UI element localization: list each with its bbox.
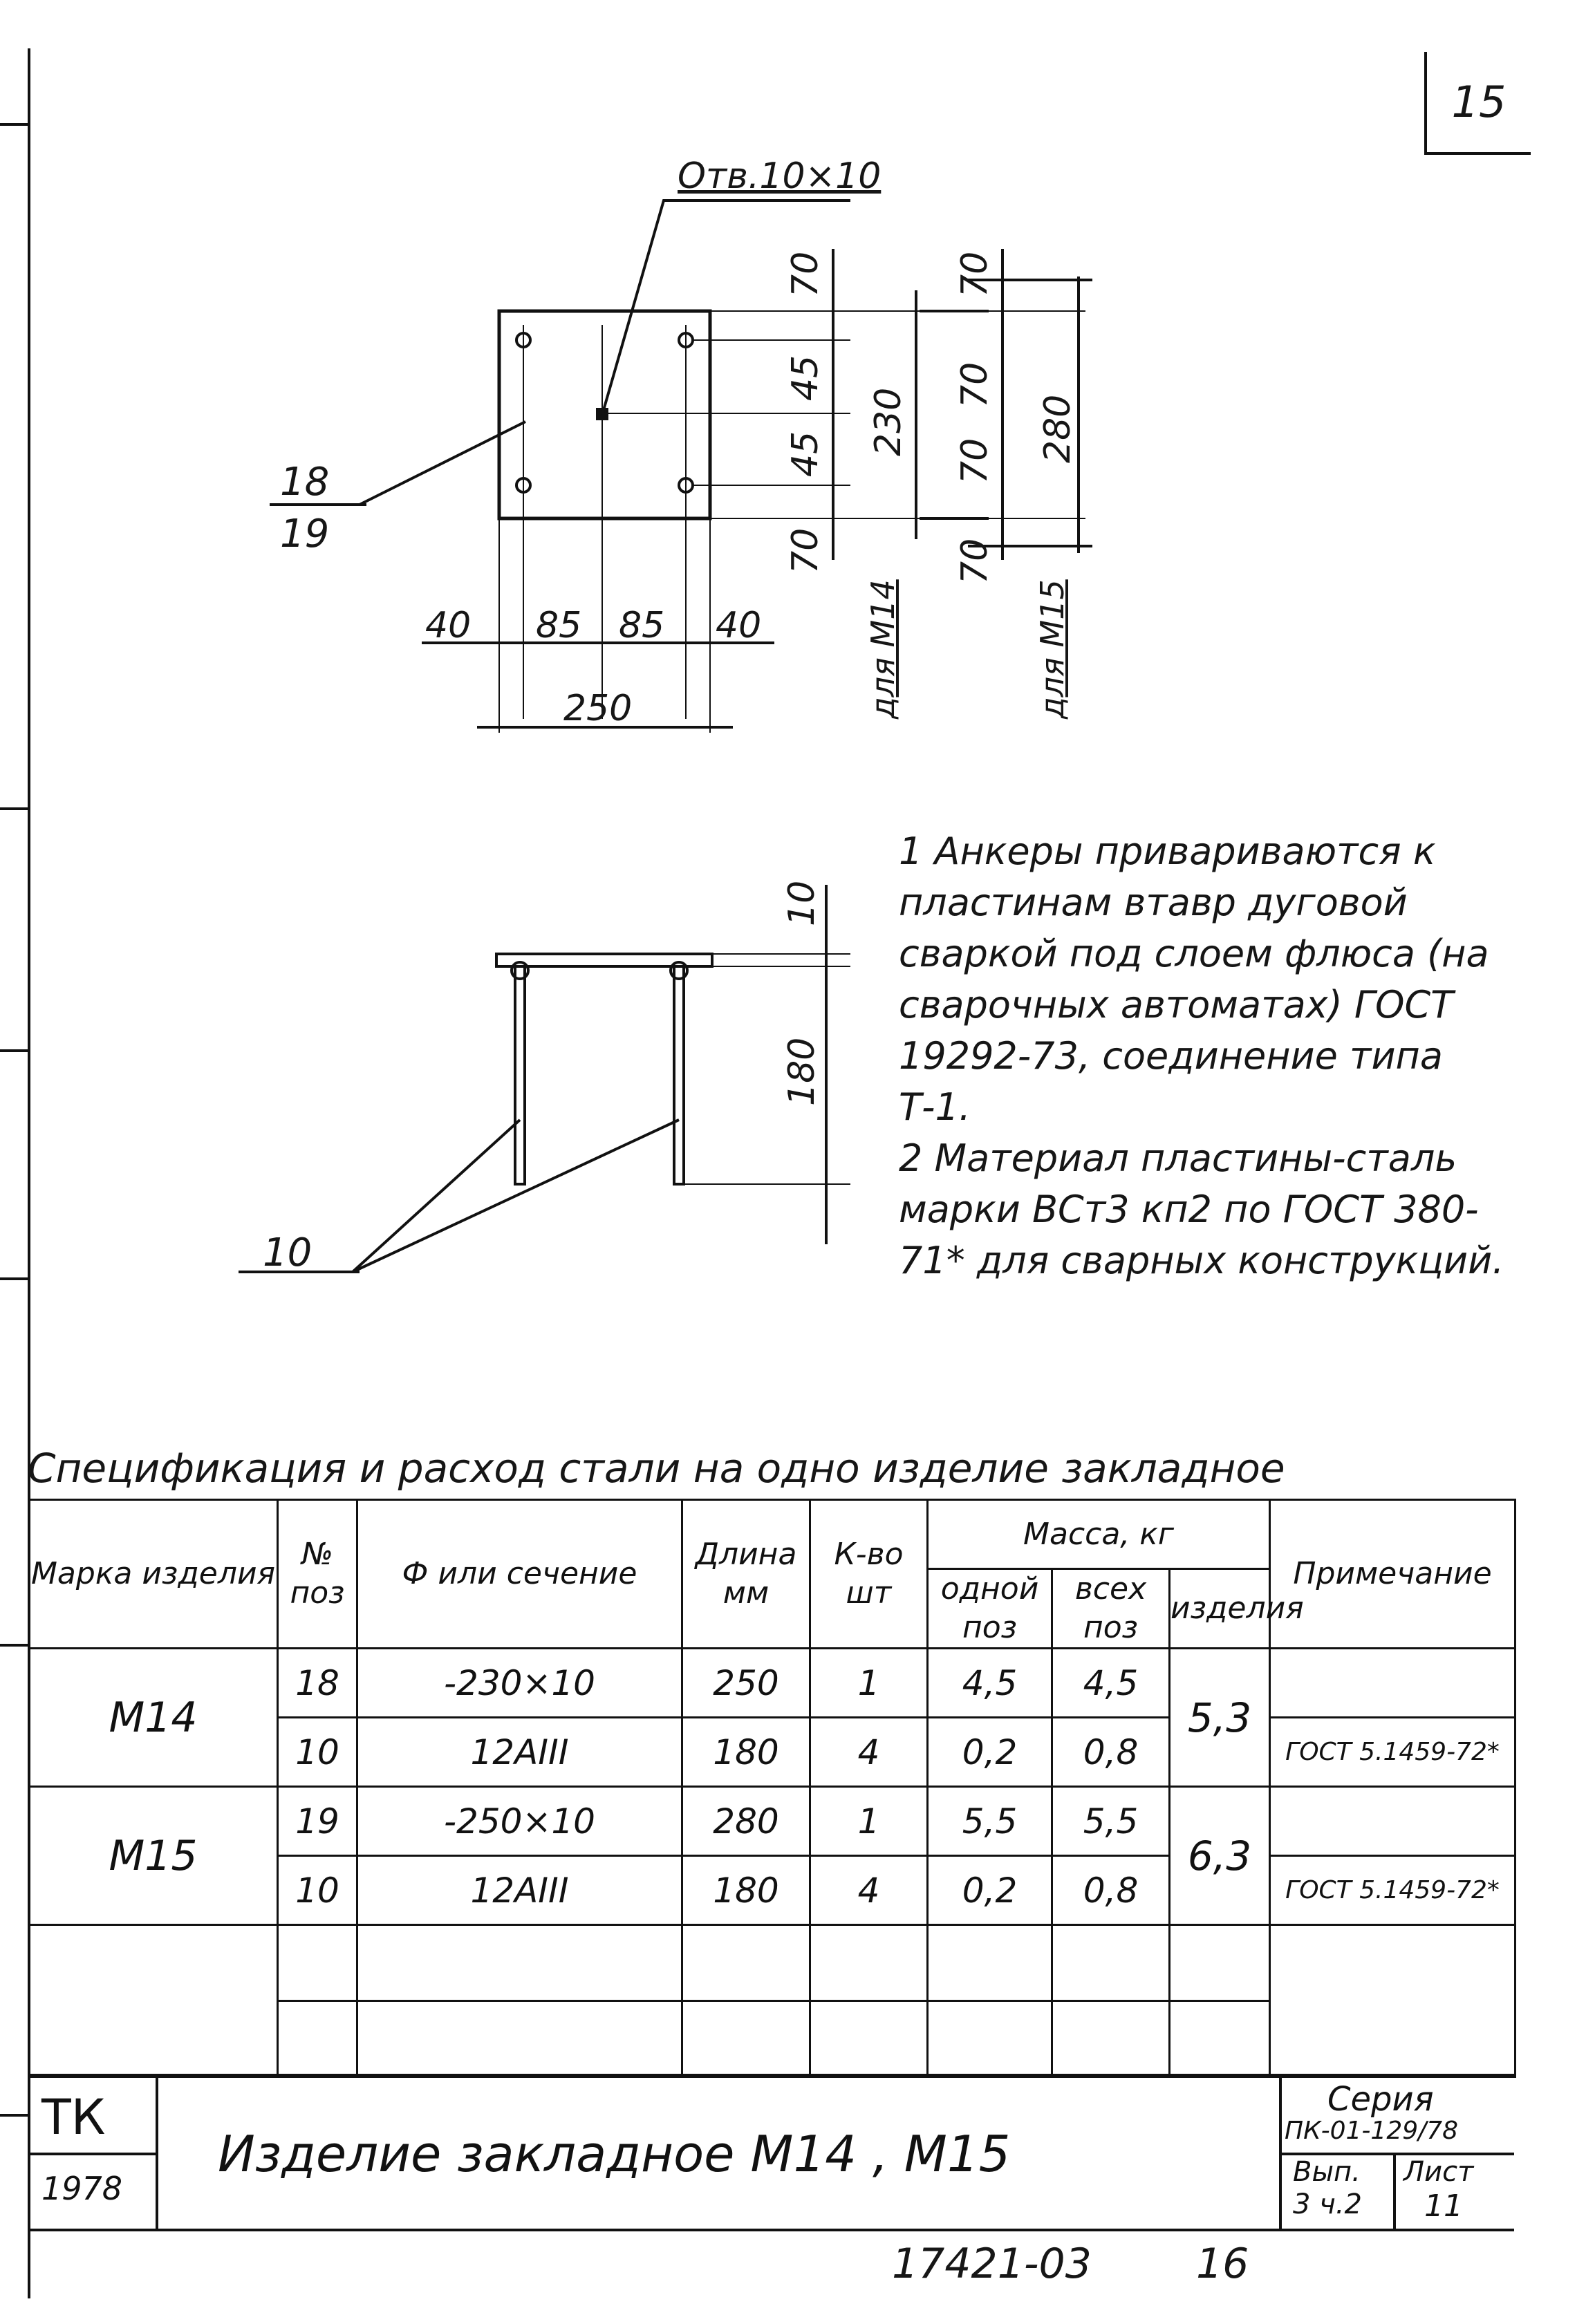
table-row: [29, 1925, 1515, 2001]
page-number: 15: [1424, 52, 1531, 155]
cell-mass-one: 0,2: [928, 1856, 1052, 1925]
sheet-label: Лист: [1403, 2156, 1474, 2188]
pos-bottom-label: 19: [280, 512, 330, 556]
cell-mass-all: 0,8: [1052, 1718, 1170, 1787]
cell-length: 180: [682, 1718, 810, 1787]
issue-number: 3 ч.2: [1293, 2189, 1362, 2220]
cell-mass-all: 5,5: [1052, 1787, 1170, 1856]
hdr-mass-one: одной поз: [928, 1569, 1052, 1649]
cell-length: 250: [682, 1649, 810, 1718]
anchor-bars: [512, 962, 687, 1184]
table-row: [29, 1649, 1515, 1718]
cell-length: 280: [682, 1787, 810, 1856]
cell-note: [1270, 1649, 1515, 1718]
hdr-note: Примечание: [1270, 1500, 1515, 1649]
cell-mass-one: 0,2: [928, 1718, 1052, 1787]
cell-pos: 10: [278, 1856, 357, 1925]
cell-mass-item: 6,3: [1170, 1787, 1270, 1925]
drawing-title: Изделие закладное М14 , М15: [218, 2125, 1011, 2183]
dim-m15-total: 280: [1037, 394, 1079, 463]
cell-qty: 4: [810, 1718, 928, 1787]
note-2: 2 Материал пластины-сталь марки ВСт3 кп2 по ГОСТ 380-71* для сварных конструкций.: [899, 1136, 1504, 1282]
pos-top-label: 18: [280, 460, 330, 505]
dim-h-4: 40: [716, 605, 762, 646]
hdr-mass: Масса, кг: [928, 1500, 1270, 1569]
cell-section: 12АIII: [357, 1718, 682, 1787]
margin-ticks: [0, 124, 28, 2115]
anchor-leader-1: [353, 1120, 520, 1272]
cell-pos: 19: [278, 1787, 357, 1856]
anchor-pos-label: 10: [263, 1230, 313, 1275]
dim-h-3: 85: [619, 605, 665, 646]
cell-section: 12АIII: [357, 1856, 682, 1925]
dim-m14-2: 45: [785, 355, 826, 401]
cell-qty: 1: [810, 1787, 928, 1856]
hdr-section: Ф или сечение: [357, 1500, 682, 1649]
series-number: ПК-01-129/78: [1285, 2117, 1459, 2145]
hdr-pos: № поз: [278, 1500, 357, 1649]
cell-note: [1270, 1787, 1515, 1856]
sheet-number: 11: [1424, 2189, 1463, 2224]
cell-qty: 1: [810, 1649, 928, 1718]
org-label: ТК: [41, 2089, 106, 2146]
hdr-qty: К-во шт: [810, 1500, 928, 1649]
cell-pos: 10: [278, 1718, 357, 1787]
label-m14: для М14: [864, 579, 902, 719]
dim-m15-3: 70: [954, 438, 996, 484]
hole-label: Отв.10×10: [678, 156, 882, 197]
cell-mass-one: 5,5: [928, 1787, 1052, 1856]
cell-note: ГОСТ 5.1459-72*: [1270, 1718, 1515, 1787]
dim-plate-thickness: 10: [781, 880, 823, 926]
cell-pos: 18: [278, 1649, 357, 1718]
dim-m15-4: 70: [954, 538, 996, 584]
dim-m15-1: 70: [954, 251, 996, 297]
table-row: [29, 1787, 1515, 1856]
spec-table: [28, 1499, 1516, 2078]
hdr-mark: Марка изделия: [29, 1500, 278, 1649]
cell-section: -250×10: [357, 1787, 682, 1856]
hdr-mass-item: изделия: [1170, 1569, 1270, 1649]
cell-mark: М14: [29, 1649, 278, 1787]
dim-total-width: 250: [563, 688, 633, 729]
cell-length: 180: [682, 1856, 810, 1925]
hdr-length: Длина мм: [682, 1500, 810, 1649]
dim-m14-total: 230: [868, 387, 909, 456]
plate-section: [496, 954, 712, 966]
cell-mass-all: 4,5: [1052, 1649, 1170, 1718]
dim-m15-2: 70: [954, 362, 996, 408]
archive-code: 17421-03: [892, 2240, 1092, 2288]
issue-label: Вып.: [1293, 2156, 1361, 2188]
hdr-mass-all: всех поз: [1052, 1569, 1170, 1649]
label-m15: для М15: [1034, 579, 1071, 719]
dim-h-1: 40: [425, 605, 472, 646]
section-dims: [684, 885, 850, 1244]
cell-mass-one: 4,5: [928, 1649, 1052, 1718]
cell-mass-item: 5,3: [1170, 1649, 1270, 1787]
dim-h-2: 85: [536, 605, 582, 646]
cell-qty: 4: [810, 1856, 928, 1925]
cell-section: -230×10: [357, 1649, 682, 1718]
cell-mass-all: 0,8: [1052, 1856, 1170, 1925]
center-lines: [499, 325, 710, 733]
year-label: 1978: [41, 2170, 123, 2207]
dim-m14-3: 45: [785, 431, 826, 477]
title-block: [28, 2074, 1514, 2231]
dim-m14-1: 70: [785, 251, 826, 297]
spec-title: Спецификация и расход стали на одно изделие закладное: [28, 1445, 1285, 1492]
archive-page: 16: [1196, 2240, 1249, 2288]
notes: [899, 826, 1507, 1286]
dim-anchor-length: 180: [781, 1037, 823, 1106]
dim-m14-4: 70: [785, 527, 826, 574]
cell-note: ГОСТ 5.1459-72*: [1270, 1856, 1515, 1925]
note-1: 1 Анкеры привариваются к пластинам втавр дуговой сваркой под слоем флюса (на сварочных автоматах) ГОСТ 19292-73, соединение типа Т-1.: [899, 830, 1489, 1129]
cell-mark: М15: [29, 1787, 278, 1925]
series-label: Серия: [1327, 2080, 1434, 2119]
